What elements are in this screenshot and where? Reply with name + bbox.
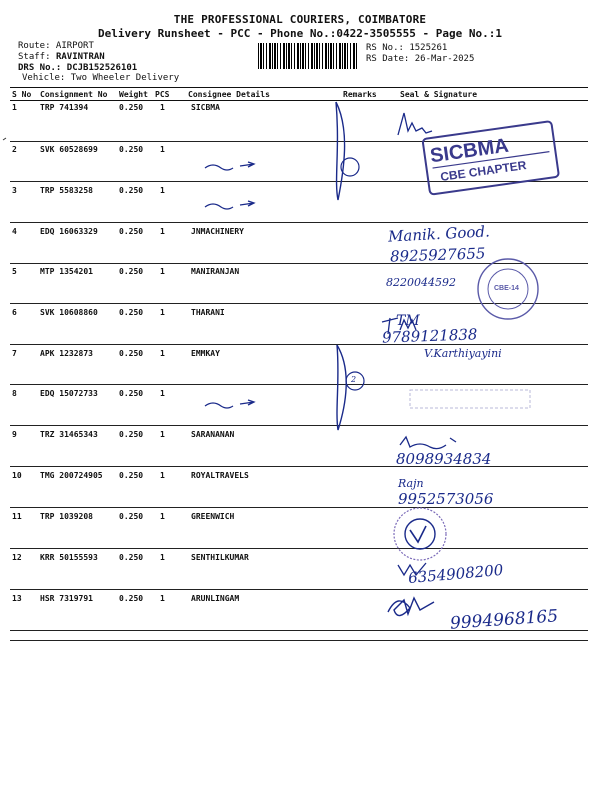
row-sno: 9	[12, 430, 17, 439]
row-weight: 0.250	[119, 186, 144, 195]
handwriting-row4-name: Manik. Good.	[387, 222, 491, 246]
row-consignment: TRP 5583258	[40, 186, 93, 195]
row-consignee: ARUNLINGAM	[191, 594, 240, 603]
row-sno: 10	[12, 471, 22, 480]
col-weight: Weight	[119, 90, 148, 99]
col-seal: Seal & Signature	[400, 90, 478, 99]
row-pcs: 1	[160, 186, 165, 195]
handwriting-row6-phone: 9789121838	[381, 325, 478, 347]
row-pcs: 1	[160, 227, 165, 236]
row-consignment: SVK 60528699	[40, 145, 98, 154]
row-consignee: GREENWICH	[191, 512, 235, 521]
row-consignment: HSR 7319791	[40, 594, 93, 603]
remarks-bracket-mid	[337, 345, 346, 430]
route-label: Route: AIRPORT	[18, 41, 94, 51]
signature-row13	[388, 598, 434, 616]
col-consignment: Consignment No	[40, 90, 108, 99]
handwriting-row13-phone: 9994968165	[449, 606, 559, 634]
row-consignment: TMG 200724905	[40, 471, 103, 480]
vehicle-label: Vehicle: Two Wheeler Delivery	[22, 73, 180, 83]
handwriting-mark-two: 2	[351, 375, 357, 384]
sicbma-stamp-title: SICBMA	[428, 134, 510, 168]
row-pcs: 1	[160, 145, 165, 154]
row-consignee: EMMKAY	[191, 349, 220, 358]
row-consignee: MANIRANJAN	[191, 267, 240, 276]
row-weight: 0.250	[119, 227, 144, 236]
row-sno: 13	[12, 594, 22, 603]
handwriting-row10-phone: 9952573056	[398, 490, 494, 508]
row-consignee: THARANI	[191, 308, 225, 317]
row-sno: 5	[12, 267, 17, 276]
row-consignment: SVK 10608860	[40, 308, 98, 317]
col-consignee: Consignee Details	[188, 90, 270, 99]
handwriting-row12-phone: 6354908200	[407, 560, 505, 588]
row-pcs: 1	[160, 103, 165, 112]
row-consignment: APK 1232873	[40, 349, 93, 358]
ditto-mark-row2	[205, 162, 254, 170]
handwriting-row10-name: Rajn	[398, 477, 424, 490]
runsheet-subtitle: Delivery Runsheet - PCC - Phone No.:0422-3505555 - Page No.:1	[98, 27, 502, 40]
handwriting-row6-name: TM	[396, 313, 420, 329]
row-weight: 0.250	[119, 430, 144, 439]
remarks-bracket-top	[336, 102, 345, 200]
row-weight: 0.250	[119, 145, 144, 154]
handwriting-row9-phone: 8098934834	[396, 450, 492, 468]
handwriting-row5-phone: 8220044592	[386, 276, 456, 289]
row-sno: 6	[12, 308, 17, 317]
sicbma-stamp-subtitle: CBE CHAPTER	[439, 158, 528, 184]
row-weight: 0.250	[119, 389, 144, 398]
row-pcs: 1	[160, 512, 165, 521]
row-sno: 11	[12, 512, 22, 521]
row-consignment: TRZ 31465343	[40, 430, 98, 439]
handwriting-row7-name: V.Karthiyayini	[424, 347, 502, 360]
row-sno: 1	[12, 103, 17, 112]
row-pcs: 1	[160, 349, 165, 358]
signature-row1	[398, 113, 432, 135]
row-pcs: 1	[160, 267, 165, 276]
row-consignee: JNMACHINERY	[191, 227, 244, 236]
row-weight: 0.250	[119, 349, 144, 358]
col-remarks: Remarks	[343, 90, 377, 99]
drs-label: DRS No.:	[18, 63, 62, 73]
row-sno: 8	[12, 389, 17, 398]
row-pcs: 1	[160, 430, 165, 439]
row-consignment: TRP 741394	[40, 103, 89, 112]
signature-row9	[400, 437, 456, 449]
rs-number: RS No.: 1525261	[366, 43, 448, 53]
row-weight: 0.250	[119, 553, 144, 562]
margin-tick	[3, 138, 6, 140]
row-sno: 2	[12, 145, 17, 154]
row-pcs: 1	[160, 594, 165, 603]
row-consignment: EDQ 16063329	[40, 227, 98, 236]
row-consignment: EDQ 15072733	[40, 389, 98, 398]
row-pcs: 1	[160, 308, 165, 317]
row-weight: 0.250	[119, 267, 144, 276]
row-sno: 12	[12, 553, 22, 562]
row-sno: 7	[12, 349, 17, 358]
row-weight: 0.250	[119, 512, 144, 521]
col-pcs: PCS	[155, 90, 170, 99]
row-consignment: KRR 50155593	[40, 553, 98, 562]
faint-stamp-row8	[410, 390, 530, 408]
row-weight: 0.250	[119, 103, 144, 112]
company-title: THE PROFESSIONAL COURIERS, COIMBATORE	[173, 13, 427, 26]
row-consignee: ROYALTRAVELS	[191, 471, 249, 480]
row-sno: 4	[12, 227, 17, 236]
row-weight: 0.250	[119, 471, 144, 480]
round-seal-row11	[394, 508, 446, 560]
row-weight: 0.250	[119, 594, 144, 603]
round-seal-code: CBE-14	[494, 285, 519, 292]
ditto-mark-row3	[205, 201, 254, 209]
ditto-mark-row8	[205, 400, 254, 408]
handwriting-row4-phone: 8925927655	[389, 244, 486, 266]
row-consignment: MTP 1354201	[40, 267, 93, 276]
row-consignee: SENTHILKUMAR	[191, 553, 249, 562]
row-pcs: 1	[160, 471, 165, 480]
row-consignee: SARANANAN	[191, 430, 235, 439]
row-sno: 3	[12, 186, 17, 195]
row-pcs: 1	[160, 389, 165, 398]
row-consignment: TRP 1039208	[40, 512, 93, 521]
drs-number: DCJB152526101	[66, 63, 138, 73]
rs-date: RS Date: 26-Mar-2025	[366, 54, 475, 64]
staff-name: RAVINTRAN	[55, 52, 105, 62]
row-consignee: SICBMA	[191, 103, 220, 112]
staff-label: Staff:	[18, 52, 51, 62]
row-weight: 0.250	[119, 308, 144, 317]
col-sno: S No	[12, 90, 32, 99]
row-pcs: 1	[160, 553, 165, 562]
